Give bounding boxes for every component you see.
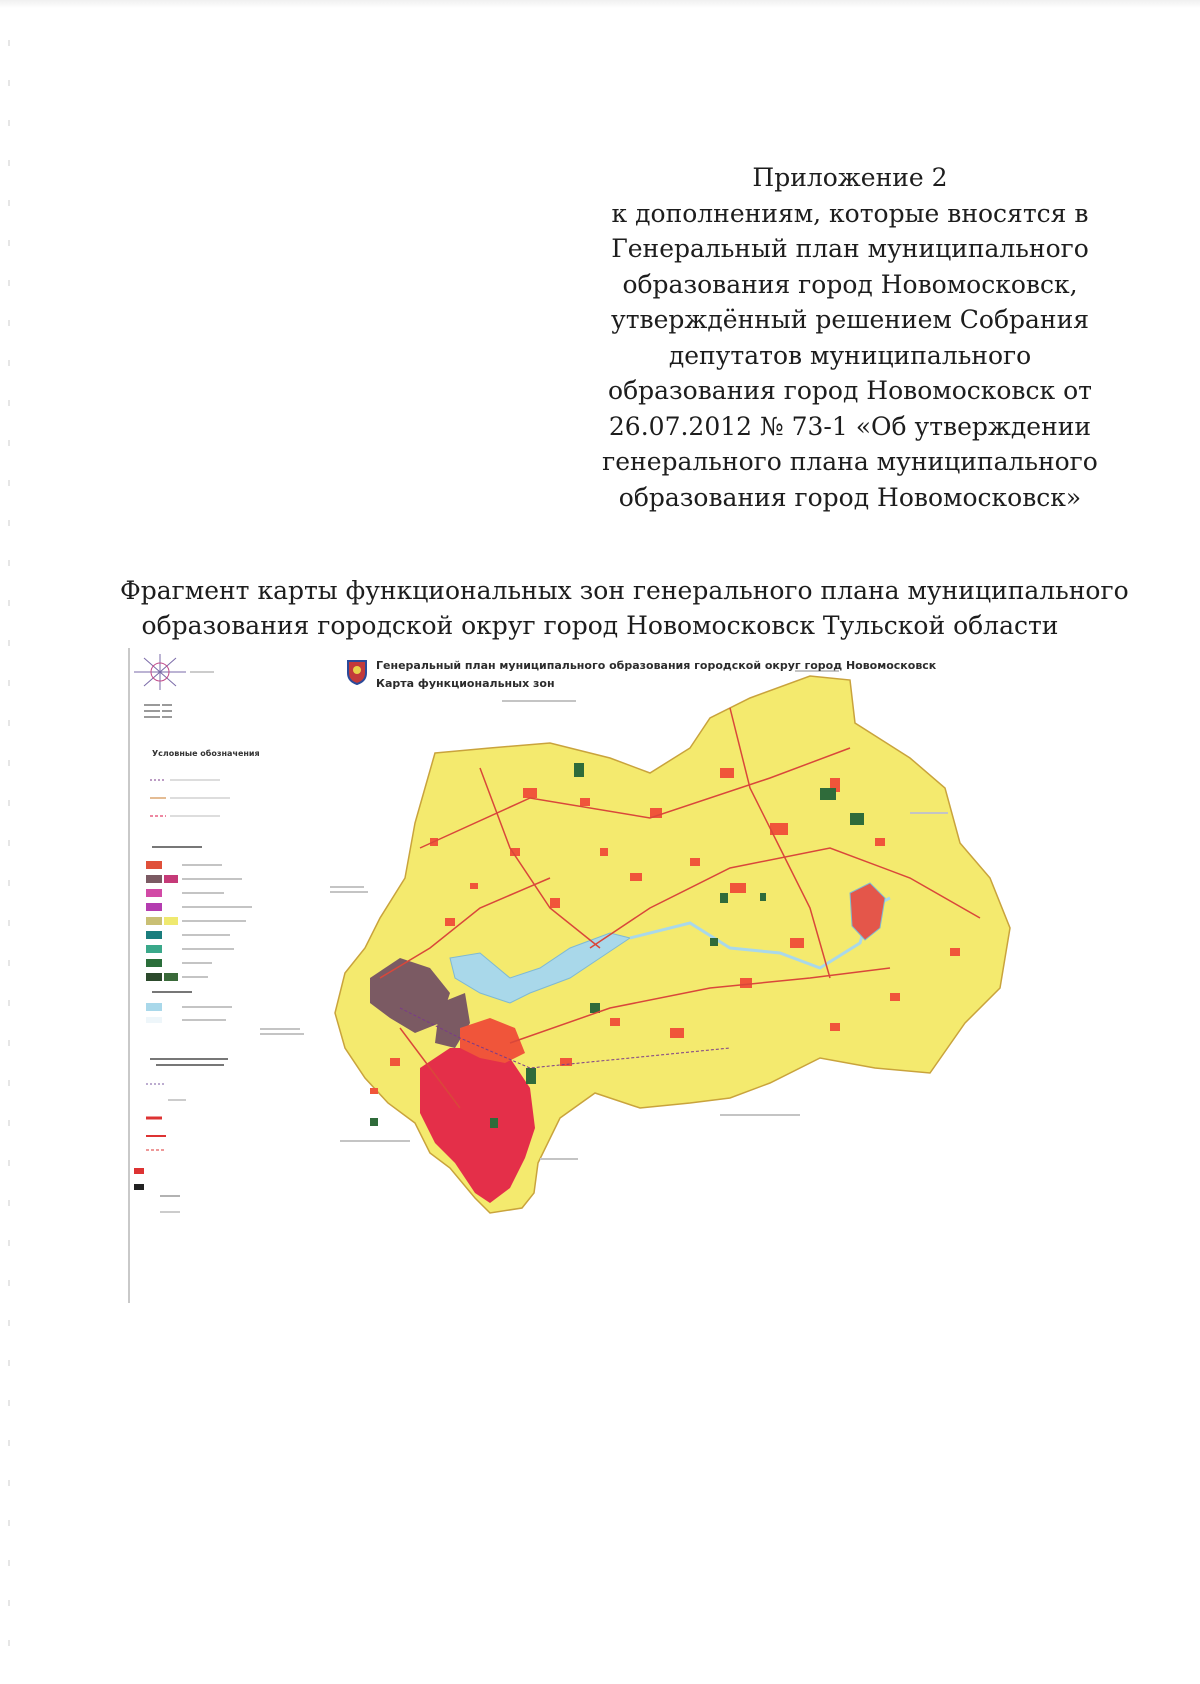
appendix-line: к дополнениям, которые вносятся в [611,198,1089,228]
appendix-line: 26.07.2012 № 73-1 «Об утверждении [608,411,1092,441]
appendix-line: образования город Новомосковск» [618,482,1082,512]
appendix-line: Приложение 2 [752,163,948,192]
coat-of-arms-icon [346,659,368,685]
fragment-title-line: Фрагмент карты функциональных зон генерального плана муниципального [120,576,1129,605]
appendix-line: депутатов муниципального [668,340,1032,370]
appendix-heading [600,160,1100,515]
zoning-map-canvas [130,648,1060,1303]
map-header-title: Генеральный план муниципального образования городской округ город Новомосковск [376,659,937,672]
zoning-map [128,648,1060,1303]
appendix-line: образования город Новомосковск, [622,269,1078,299]
appendix-line: генерального плана муниципального [602,447,1098,476]
scan-edge-left [8,40,10,1680]
appendix-line: образования город Новомосковск от [608,376,1092,405]
legend-boundaries [150,780,230,816]
map-fragment-title [120,573,1129,643]
legend-zone-label-lines [152,846,252,1021]
map-header-subtitle: Карта функциональных зон [376,677,555,690]
scan-edge [0,0,1200,8]
map-header [376,657,936,693]
scale-bar [144,704,172,718]
fragment-title-line: образования городской округ город Новомосковск Тульской области [141,611,1059,640]
district-area [335,676,1010,1213]
legend-zones [146,861,178,1023]
appendix-line: Генеральный план муниципального [611,234,1089,263]
compass-rose-icon [134,654,214,690]
appendix-line: утверждённый решением Собрания [610,305,1089,334]
legend-transport [134,1058,228,1212]
map-legend [134,748,260,1212]
legend-title: Условные обозначения [152,749,260,758]
